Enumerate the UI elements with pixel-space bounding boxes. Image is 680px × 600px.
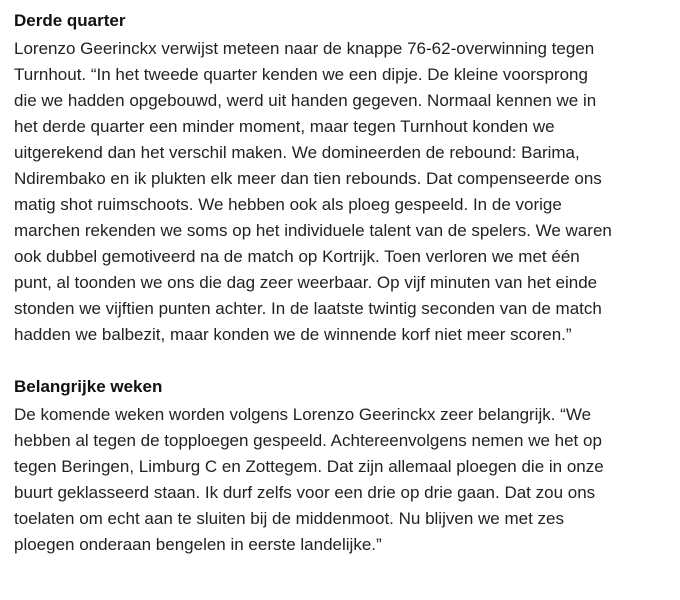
- paragraph-line: ook dubbel gemotiveerd na de match op Kortrijk. Toen verloren we met één: [14, 247, 580, 266]
- paragraph-line: buurt geklasseerd staan. Ik durf zelfs voor een drie op drie gaan. Dat zou ons: [14, 483, 596, 502]
- section-belangrijke-weken: [14, 374, 674, 558]
- section-paragraph: [14, 36, 674, 348]
- paragraph-line: Turnhout. “In het tweede quarter kenden we een dipje. De kleine voorsprong: [14, 65, 588, 84]
- paragraph-line: hadden we balbezit, maar konden we de winnende korf niet meer scoren.”: [14, 325, 572, 344]
- paragraph-line: matig shot ruimschoots. We hebben ook als ploeg gespeeld. In de vorige: [14, 195, 562, 214]
- paragraph-line: tegen Beringen, Limburg C en Zottegem. Dat zijn allemaal ploegen die in onze: [14, 457, 604, 476]
- section-heading: Belangrijke weken: [14, 377, 163, 396]
- paragraph-line: Lorenzo Geerinckx verwijst meteen naar de knappe 76-62-overwinning tegen: [14, 39, 595, 58]
- paragraph-line: De komende weken worden volgens Lorenzo Geerinckx zeer belangrijk. “We: [14, 405, 592, 424]
- section-heading: Derde quarter: [14, 11, 126, 30]
- paragraph-line: stonden we vijftien punten achter. In de laatste twintig seconden van de match: [14, 299, 602, 318]
- paragraph-line: die we hadden opgebouwd, werd uit handen gegeven. Normaal kennen we in: [14, 91, 597, 110]
- paragraph-line: hebben al tegen de topploegen gespeeld. Achtereenvolgens nemen we het op: [14, 431, 602, 450]
- section-derde-quarter: [14, 8, 674, 348]
- paragraph-line: punt, al toonden we ons die dag zeer weerbaar. Op vijf minuten van het einde: [14, 273, 598, 292]
- paragraph-line: het derde quarter een minder moment, maar tegen Turnhout konden we: [14, 117, 555, 136]
- paragraph-line: marchen rekenden we soms op het individuele talent van de spelers. We waren: [14, 221, 612, 240]
- paragraph-line: Ndirembako en ik plukten elk meer dan tien rebounds. Dat compenseerde ons: [14, 169, 602, 188]
- paragraph-line: toelaten om echt aan te sluiten bij de middenmoot. Nu blijven we met zes: [14, 509, 564, 528]
- article-body: [14, 8, 674, 558]
- paragraph-line: uitgerekend dan het verschil maken. We domineerden de rebound: Barima,: [14, 143, 580, 162]
- section-paragraph: [14, 402, 674, 558]
- paragraph-line: ploegen onderaan bengelen in eerste landelijke.”: [14, 535, 382, 554]
